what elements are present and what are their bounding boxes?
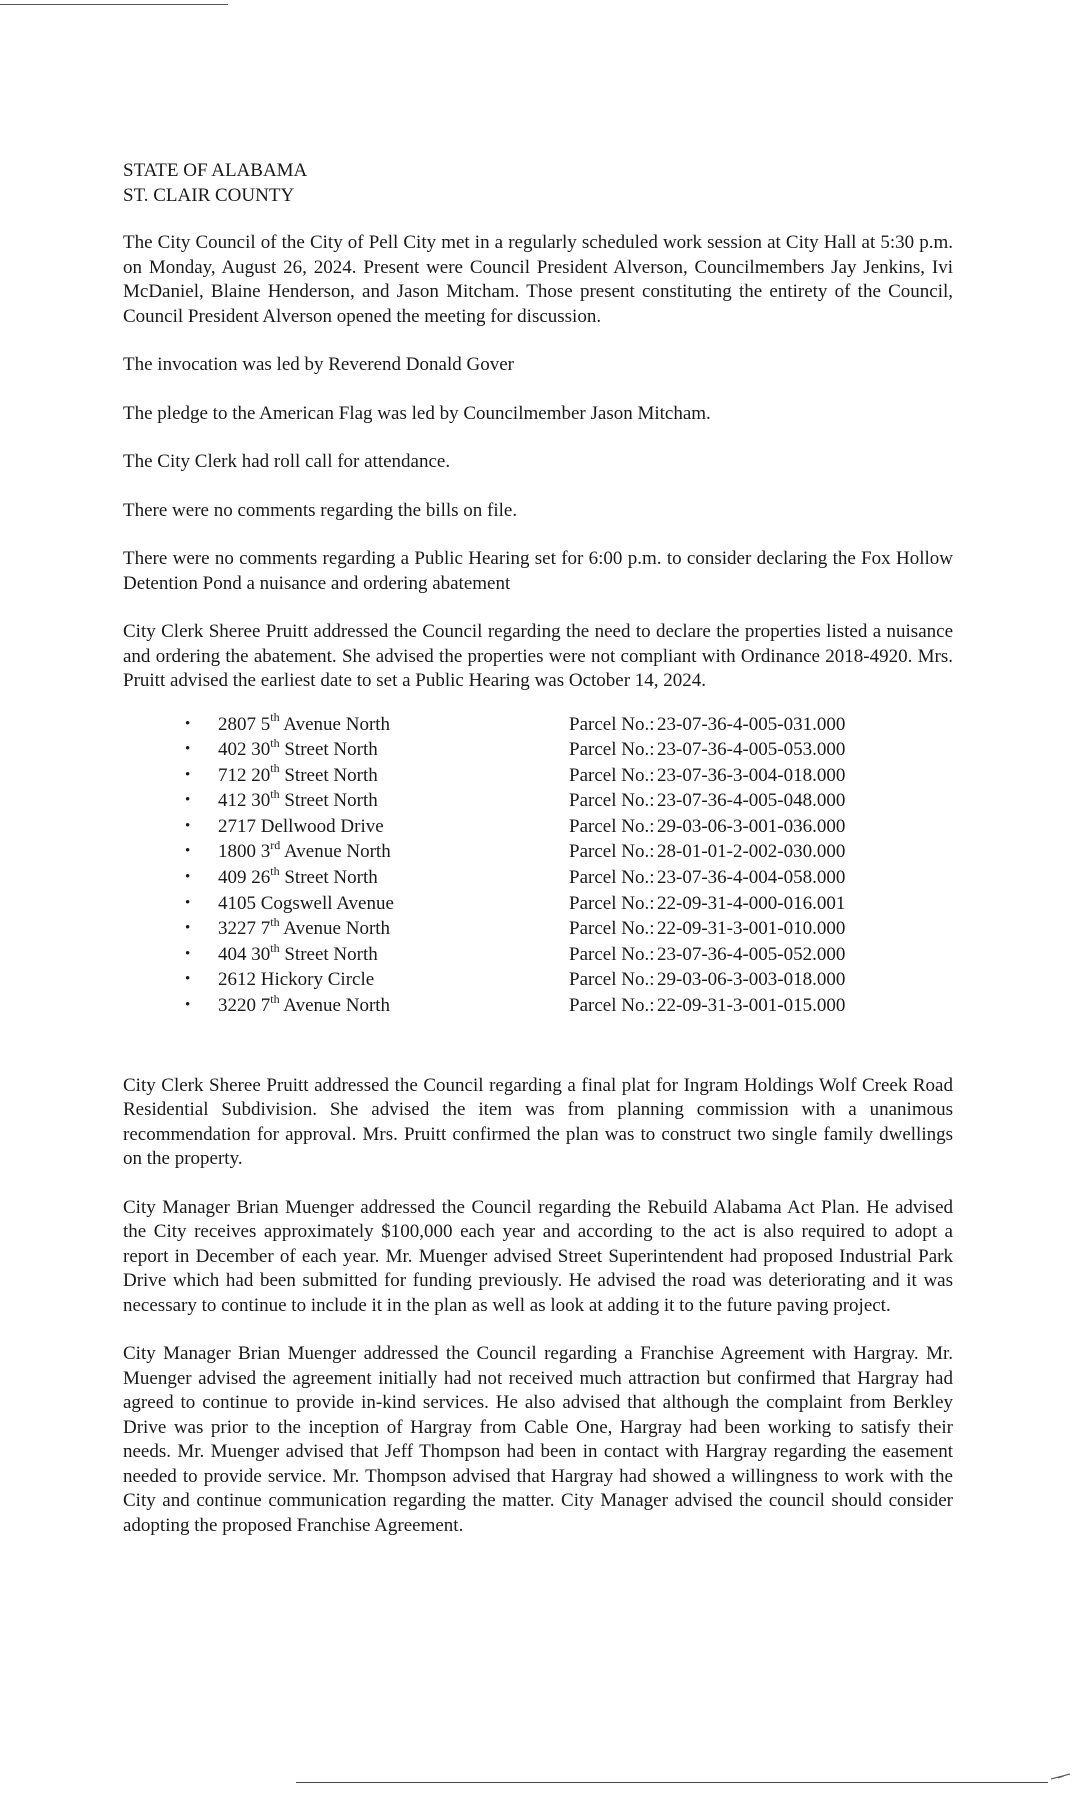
property-address — [218, 712, 390, 738]
parcel-entry — [569, 814, 845, 840]
ordinal-suffix: th — [270, 940, 280, 955]
parcel-number: 23-07-36-4-005-053.000 — [657, 739, 846, 761]
parcel-label: Parcel No.: — [569, 841, 655, 863]
document-heading — [123, 158, 953, 208]
parcel-number: 29-03-06-3-001-036.000 — [657, 815, 846, 837]
parcel-entry — [569, 967, 845, 993]
address-street: Avenue North — [280, 841, 391, 863]
bullet-icon: • — [185, 715, 191, 732]
ordinal-suffix: th — [270, 761, 280, 776]
ordinal-suffix: th — [270, 710, 280, 725]
parcel-number: 23-07-36-4-004-058.000 — [657, 867, 846, 889]
public-hearing-paragraph: There were no comments regarding a Public Hearing set for 6:00 p.m. to consider declaring the Fox Hollow Detention Pond a nuisance and ordering abatement — [123, 548, 953, 594]
scan-edge-line-top — [0, 4, 228, 5]
parcel-number: 23-07-36-4-005-031.000 — [657, 713, 846, 735]
bills-paragraph: There were no comments regarding the bills on file. — [123, 499, 518, 521]
ordinal-suffix: rd — [270, 838, 281, 853]
parcel-entry — [569, 763, 845, 789]
bullet-icon: • — [185, 920, 191, 937]
parcel-label: Parcel No.: — [569, 867, 655, 889]
parcel-number: 22-09-31-4-000-016.001 — [657, 892, 846, 914]
parcel-number: 23-07-36-3-004-018.000 — [657, 764, 846, 786]
parcel-label: Parcel No.: — [569, 815, 655, 837]
property-list-item — [123, 712, 953, 738]
parcel-number: 22-09-31-3-001-015.000 — [657, 995, 846, 1017]
address-number: 3220 7 — [218, 995, 271, 1017]
bullet-icon: • — [185, 792, 191, 809]
bullet-icon: • — [185, 894, 191, 911]
address-number: 3227 7 — [218, 918, 271, 940]
address-number: 4105 Cogswell Avenue — [218, 892, 394, 914]
parcel-label: Parcel No.: — [569, 739, 655, 761]
county-heading: ST. CLAIR COUNTY — [123, 185, 295, 206]
address-street: Avenue North — [279, 713, 391, 735]
rebuild-alabama-paragraph: City Manager Brian Muenger addressed the Council regarding the Rebuild Alabama Act Plan. He advised the City receives approximately $100,000 each year and according to the act is also required to adopt a report in December of each year. Mr. Muenger advised Street Superintendent had proposed Industrial Park Drive which had been submitted for funding previously. He advised the road was deteriorating and it was necessary to continue to include it in the plan as well as look at adding it to the future paving project. — [123, 1196, 953, 1316]
address-street: Avenue North — [279, 918, 391, 940]
address-number: 404 30 — [218, 943, 271, 965]
scan-artifact-mark — [1050, 1772, 1072, 1780]
parcel-label: Parcel No.: — [569, 892, 655, 914]
property-address — [218, 788, 378, 814]
address-street: Street North — [279, 764, 378, 786]
parcel-label: Parcel No.: — [569, 713, 655, 735]
property-list-item — [123, 814, 953, 840]
parcel-entry — [569, 993, 845, 1019]
parcel-number: 23-07-36-4-005-048.000 — [657, 790, 846, 812]
address-number: 1800 3 — [218, 841, 271, 863]
ordinal-suffix: th — [270, 786, 280, 801]
property-address — [218, 763, 378, 789]
property-list — [123, 712, 953, 1019]
franchise-agreement-paragraph: City Manager Brian Muenger addressed the Council regarding a Franchise Agreement with Hargray. Mr. Muenger advised the agreement initially had not received much attraction but confirmed that Hargray had agreed to continue to provide in-kind services. He also advised that although the complaint from Berkley Drive was prior to the inception of Hargray from Cable One, Hargray had been working to satisfy their needs. Mr. Muenger advised that Jeff Thompson had been in contact with Hargray regarding the easement needed to provide service. Mr. Thompson advised that Hargray had showed a willingness to work with the City and continue communication regarding the matter. City Manager advised the council should consider adopting the proposed Franchise Agreement. — [123, 1343, 953, 1536]
property-list-item — [123, 891, 953, 917]
address-number: 712 20 — [218, 764, 271, 786]
property-address — [218, 916, 390, 942]
ordinal-suffix: th — [270, 735, 280, 750]
address-number: 409 26 — [218, 867, 271, 889]
nuisance-paragraph: City Clerk Sheree Pruitt addressed the Council regarding the need to declare the properties listed a nuisance and ordering the abatement. She advised the properties were not compliant with Ordinance 2018-4920. Mrs. Pruitt advised the earliest date to set a Public Hearing was October 14, 2024. — [123, 621, 953, 691]
address-street: Street North — [279, 943, 378, 965]
bullet-icon: • — [185, 945, 191, 962]
property-address — [218, 814, 384, 840]
property-list-item — [123, 839, 953, 865]
property-address — [218, 993, 390, 1019]
parcel-label: Parcel No.: — [569, 969, 655, 991]
property-list-item — [123, 993, 953, 1019]
ordinal-suffix: th — [270, 863, 280, 878]
meeting-minutes-page — [123, 158, 953, 1562]
property-list-item — [123, 763, 953, 789]
parcel-entry — [569, 737, 845, 763]
bullet-icon: • — [185, 741, 191, 758]
parcel-entry — [569, 865, 845, 891]
address-street: Street North — [279, 790, 378, 812]
address-street: Avenue North — [279, 995, 391, 1017]
bullet-icon: • — [185, 869, 191, 886]
roll-call-paragraph: The City Clerk had roll call for attendance. — [123, 451, 451, 472]
parcel-number: 22-09-31-3-001-010.000 — [657, 918, 846, 940]
property-address — [218, 967, 374, 993]
property-list-item — [123, 967, 953, 993]
invocation-paragraph: The invocation was led by Reverend Donald Gover — [123, 354, 514, 375]
address-number: 2717 Dellwood Drive — [218, 815, 384, 837]
parcel-number: 29-03-06-3-003-018.000 — [657, 969, 846, 991]
parcel-label: Parcel No.: — [569, 764, 655, 786]
parcel-entry — [569, 916, 845, 942]
address-street: Street North — [279, 867, 378, 889]
property-address — [218, 942, 378, 968]
property-list-item — [123, 865, 953, 891]
parcel-entry — [569, 891, 845, 917]
plat-paragraph: City Clerk Sheree Pruitt addressed the Council regarding a final plat for Ingram Holdings Wolf Creek Road Residential Subdivision. She advised the item was from planning commission with a unanimous recommendation for approval. Mrs. Pruitt confirmed the plan was to construct two single family dwellings on the property. — [123, 1074, 953, 1170]
parcel-label: Parcel No.: — [569, 995, 655, 1017]
ordinal-suffix: th — [270, 914, 280, 929]
bullet-icon: • — [185, 997, 191, 1014]
parcel-label: Parcel No.: — [569, 790, 655, 812]
bullet-icon: • — [185, 817, 191, 834]
pledge-paragraph: The pledge to the American Flag was led by Councilmember Jason Mitcham. — [123, 402, 711, 424]
parcel-label: Parcel No.: — [569, 943, 655, 965]
property-list-item — [123, 916, 953, 942]
property-address — [218, 737, 378, 763]
parcel-entry — [569, 942, 845, 968]
address-number: 2612 Hickory Circle — [218, 969, 375, 991]
property-list-item — [123, 942, 953, 968]
property-address — [218, 839, 391, 865]
opening-paragraph: The City Council of the City of Pell City met in a regularly scheduled work session at City Hall at 5:30 p.m. on Monday, August 26, 2024. Present were Council President Alverson, Councilmembers Jay Jenkins, Ivi McDaniel, Blaine Henderson, and Jason Mitcham. Those present constituting the entirety of the Council, Council President Alverson opened the meeting for discussion. — [123, 232, 953, 327]
parcel-number: 28-01-01-2-002-030.000 — [657, 841, 846, 863]
parcel-entry — [569, 839, 845, 865]
property-list-item — [123, 737, 953, 763]
bullet-icon: • — [185, 766, 191, 783]
address-number: 412 30 — [218, 790, 271, 812]
parcel-entry — [569, 712, 845, 738]
bullet-icon: • — [185, 971, 191, 988]
address-street: Street North — [279, 739, 378, 761]
ordinal-suffix: th — [270, 991, 280, 1006]
parcel-entry — [569, 788, 845, 814]
address-number: 402 30 — [218, 739, 271, 761]
parcel-number: 23-07-36-4-005-052.000 — [657, 943, 846, 965]
bullet-icon: • — [185, 843, 191, 860]
address-number: 2807 5 — [218, 713, 271, 735]
scan-edge-line-bottom — [296, 1782, 1048, 1783]
state-heading: STATE OF ALABAMA — [123, 160, 308, 181]
property-address — [218, 891, 394, 917]
parcel-label: Parcel No.: — [569, 918, 655, 940]
property-address — [218, 865, 378, 891]
property-list-item — [123, 788, 953, 814]
